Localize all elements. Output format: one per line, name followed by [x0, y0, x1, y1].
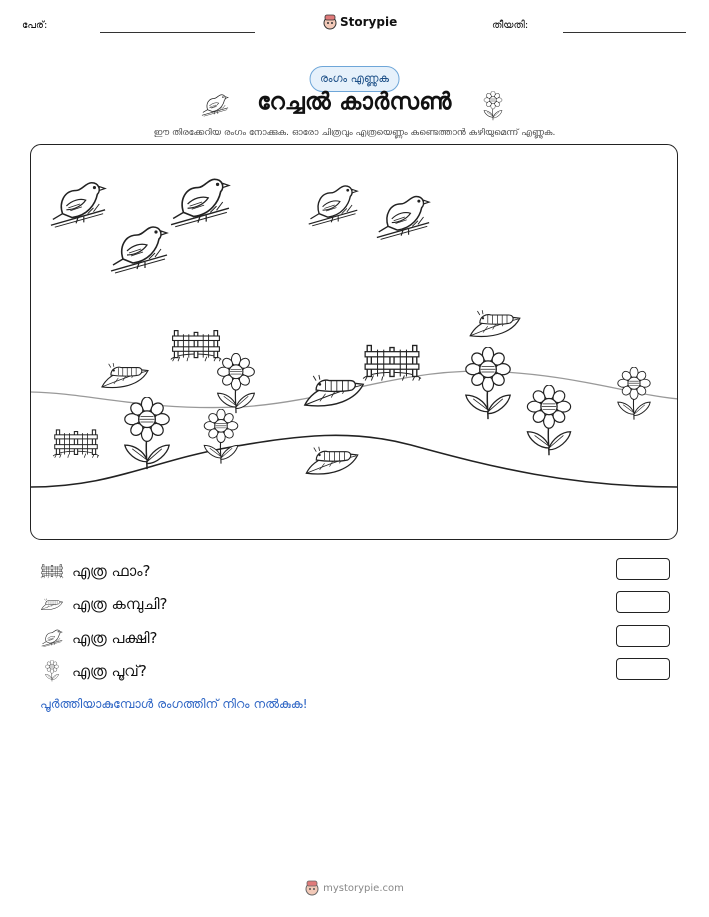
name-line[interactable] — [100, 32, 255, 33]
bird — [309, 186, 358, 226]
footer — [0, 880, 709, 896]
caterpillar — [102, 363, 148, 387]
flower — [527, 385, 570, 455]
bird-icon — [40, 627, 64, 649]
flower-icon — [40, 660, 64, 682]
storypie-mascot-icon — [305, 880, 319, 896]
brand-logo — [323, 14, 397, 30]
coloring-prompt: പൂർത്തിയാകുമ്പോൾ രംഗത്തിന് നിറം നൽകുക! — [40, 696, 308, 711]
question-row-farm — [40, 558, 670, 584]
bird — [171, 179, 229, 227]
flower — [125, 397, 169, 469]
worksheet-title: റേച്ചൽ കാർസൺ — [257, 89, 452, 115]
question-row-flower — [40, 658, 670, 684]
flower-answer-box[interactable] — [616, 658, 670, 680]
activity-badge: രംഗം എണ്ണുക — [309, 66, 400, 92]
flower — [618, 367, 650, 420]
footer-site: mystorypie.com — [323, 882, 404, 894]
instructions-text: ഈ തിരക്കേറിയ രംഗം നോക്കുക. ഓരോ ചിത്രവും എത്രയെണ്ണം കണ്ടെത്താൻ കഴിയുമെന്ന് എണ്ണുക. — [153, 128, 556, 138]
date-label: തീയതി: — [492, 20, 529, 31]
flower-decor-icon — [481, 91, 505, 121]
caterpillar — [305, 375, 363, 406]
counting-scene — [30, 144, 678, 540]
question-text: എത്ര കമ്പുചി? — [72, 595, 168, 613]
flower — [466, 347, 510, 419]
brand-name: Storypie — [340, 15, 398, 29]
scene-drawing — [31, 145, 678, 540]
date-line[interactable] — [563, 32, 686, 33]
storypie-mascot-icon — [323, 14, 337, 30]
caterpillar-icon — [40, 593, 64, 615]
name-label: പേര്: — [22, 20, 48, 31]
question-text: എത്ര ഫാം? — [72, 562, 151, 580]
caterpillar — [306, 447, 357, 474]
question-row-caterpillar — [40, 591, 670, 617]
farm-icon — [40, 560, 64, 582]
flower — [218, 353, 255, 413]
caterpillar-answer-box[interactable] — [616, 591, 670, 613]
farm-answer-box[interactable] — [616, 558, 670, 580]
ground-line — [31, 435, 678, 487]
farm — [53, 430, 99, 458]
flower — [204, 409, 238, 464]
bird — [111, 227, 167, 273]
bird-answer-box[interactable] — [616, 625, 670, 647]
bird — [51, 183, 105, 227]
question-text: എത്ര പൂവ്? — [72, 662, 147, 680]
caterpillar — [470, 310, 520, 336]
question-text: എത്ര പക്ഷി? — [72, 629, 158, 647]
farm — [171, 331, 221, 362]
bird — [377, 196, 429, 239]
farm — [363, 345, 421, 380]
question-row-bird — [40, 625, 670, 651]
